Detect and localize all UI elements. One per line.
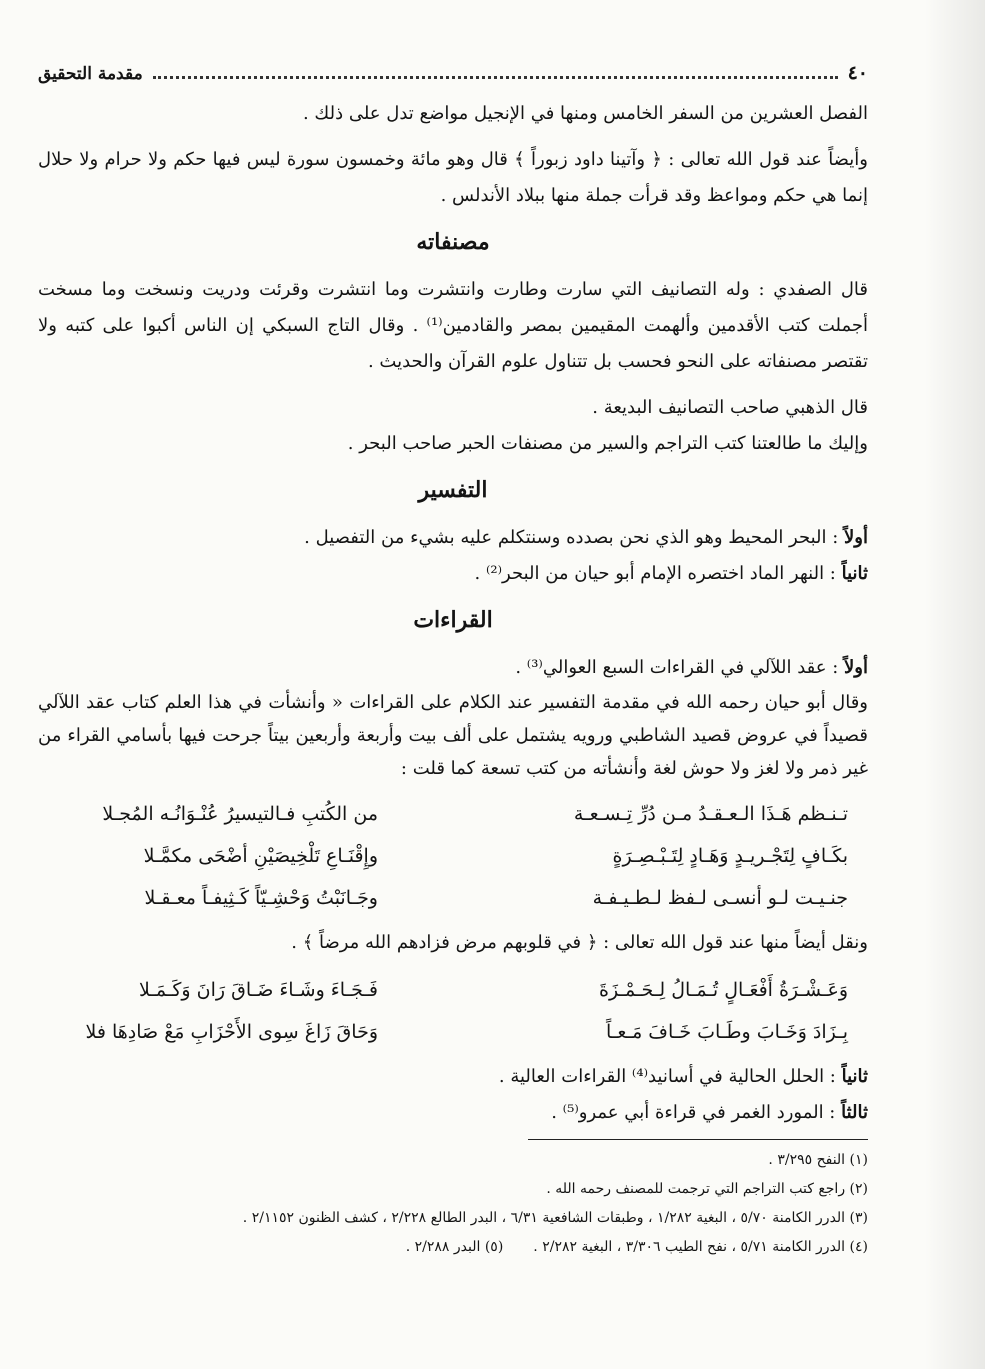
verse-hemistich-first: وَعَـشْـرَةُ أَفْعَـالٍ تُـمَـالُ لِـحَـمْـزَةَ (598, 979, 848, 1001)
list-label: ثانياً (841, 1066, 868, 1087)
footnote-row (38, 1233, 868, 1262)
list-text: : النهر الماد اختصره الإمام أبو حيان من البحر⁽²⁾ . (474, 563, 842, 584)
verse-line (38, 1011, 868, 1053)
header-dot-leader (153, 76, 838, 79)
spacer (38, 132, 868, 142)
list-text: : البحر المحيط وهو الذي نحن بصدده وسنتكلم عليه بشيء من التفصيل . (304, 527, 845, 548)
verse-line (38, 969, 868, 1011)
list-item (38, 1059, 868, 1095)
verse-line (38, 877, 868, 919)
running-title: مقدمة التحقيق (38, 64, 143, 84)
section-heading-tafsir: التفسير (418, 477, 488, 503)
poem-block-1 (38, 793, 868, 919)
intro-line: الفصل العشرين من السفر الخامس ومنها في الإنجيل مواضع تدل على ذلك . (302, 103, 868, 124)
verse-hemistich-second: من الكُتبِ فـالتيسيرُ عُنْـوَانُـه المُجـلا (102, 803, 378, 825)
verse-line (38, 793, 868, 835)
book-page (38, 62, 868, 1262)
poem-block-2 (38, 969, 868, 1053)
footnote: (٤) الدرر الكامنة ٥/٧١ ، نفح الطيب ٣/٣٠٦ ، البغية ٢/٢٨٢ . (533, 1239, 868, 1255)
list-text: : الحلل الحالية في أسانيد⁽⁴⁾ القراءات العالية . (498, 1066, 842, 1087)
list-label: ثالثاً (841, 1102, 868, 1123)
page-binding-shadow (925, 0, 985, 1369)
footnote: (١) النفح ٣/٢٩٥ . (768, 1152, 868, 1168)
list-item (38, 1095, 868, 1131)
verse-hemistich-second: وَحَاقَ زَاغَ سِوى الأَحْزَابِ مَعْ صَادِهَا فلا (85, 1021, 378, 1043)
verse-hemistich-second: وجَـانَبْتُ وَحْشِـيّاً كَـثِيفـاً معـقـلا (144, 887, 378, 909)
footnotes (38, 1146, 868, 1262)
section-heading-works: مصنفاته (416, 229, 490, 255)
page-number: ٤٠ (847, 62, 868, 84)
list-item (38, 556, 868, 592)
list-item (38, 650, 868, 686)
intro-list-line: وإليك ما طالعتنا كتب التراجم والسير من مصنفات الحبر صاحب البحر . (347, 433, 868, 454)
list-text: : عقد اللآلي في القراءات السبع العوالي⁽³⁾ . (515, 657, 845, 678)
footnote: (٢) راجع كتب التراجم التي ترجمت للمصنف رحمه الله . (546, 1181, 868, 1197)
list-label: ثانياً (841, 563, 868, 584)
safadi-paragraph: قال الصفدي : وله التصانيف التي سارت وطارت وانتشرت وما انتشرت وقرئت ودريت ونسخت وما مسخت أجملت كتب الأقدمين وألهمت المقيمين بمصر والقادمين⁽¹⁾ . وقال التاج السبكي إن الناس أكبوا على كتبه ولا تقتصر مصنفاته على النحو فحسب بل تتناول علوم القرآن والحديث . (38, 279, 868, 372)
section-heading-qiraat: القراءات (413, 607, 493, 633)
verse-hemistich-second: فَـجَـاءَ وشَـاءَ ضَـاقَ رَانَ وَكَـمَـلا (138, 979, 378, 1001)
dhahabi-line: قال الذهبي صاحب التصانيف البديعة . (592, 397, 868, 418)
footnote: (٥) البدر ٢/٢٨٨ . (405, 1239, 504, 1255)
footnote-separator (528, 1139, 868, 1140)
verse-hemistich-first: بِـزَادَ وَخَـابَ وطَـابَ خَـافَ مَـعـاً (606, 1021, 848, 1043)
verse-hemistich-first: تـنـظم هَـذَا الـعـقـدُ مـن دُرِّ تِـسـعـة (573, 803, 848, 825)
quran-quote-line: ونقل أيضاً منها عند قول الله تعالى : ﴿ في قلوبهم مرض فزادهم الله مرضاً ﴾ . (291, 932, 868, 953)
verse-hemistich-first: بكَـافٍ لِتَجْـريـدٍ وَهَـادٍ لِتَـبْـصِـرَةٍ (612, 845, 848, 867)
list-text: : المورد الغمر في قراءة أبي عمرو⁽⁵⁾ . (551, 1102, 842, 1123)
intro-paragraph: وأيضاً عند قول الله تعالى : ﴿ وآتينا داود زبوراً ﴾ قال وهو مائة وخمسون سورة ليس فيها حكم ولا حرام ولا حلال إنما هي حكم ومواعظ وقد قرأت جملة منها ببلاد الأندلس . (38, 149, 868, 206)
verse-line (38, 835, 868, 877)
verse-hemistich-second: وإِقْنَـاعِ تَلْخِيصَيْنِ أضْحَى مكمَّـلا (143, 845, 378, 867)
list-label: أولاً (844, 657, 868, 678)
list-item (38, 520, 868, 556)
spacer (38, 380, 868, 390)
running-header (38, 62, 868, 96)
abu-hayyan-paragraph: وقال أبو حيان رحمه الله في مقدمة التفسير عند الكلام على القراءات « وأنشأت في هذا العلم كتاب عقد اللآلي قصيداً في عروض قصيد الشاطبي ورويه يشتمل على ألف بيت وأربعة وأربعين بيتاً جرحت فيها بأسامي القراء من غير ذمر ولا لغز ولا حوش لغة وأنشأته من كتب تسعة كما قلت : (38, 692, 869, 779)
verse-hemistich-first: جنـيـت لـو أنسـى لـفظ لـطـيـفـة (592, 887, 848, 909)
list-label: أولاً (844, 527, 868, 548)
footnote: (٣) الدرر الكامنة ٥/٧٠ ، البغية ١/٢٨٢ ، وطبقات الشافعية ٦/٣١ ، البدر الطالع ٢/٢٢٨ ، كشف الظنون ٢/١١٥٢ . (242, 1210, 868, 1226)
